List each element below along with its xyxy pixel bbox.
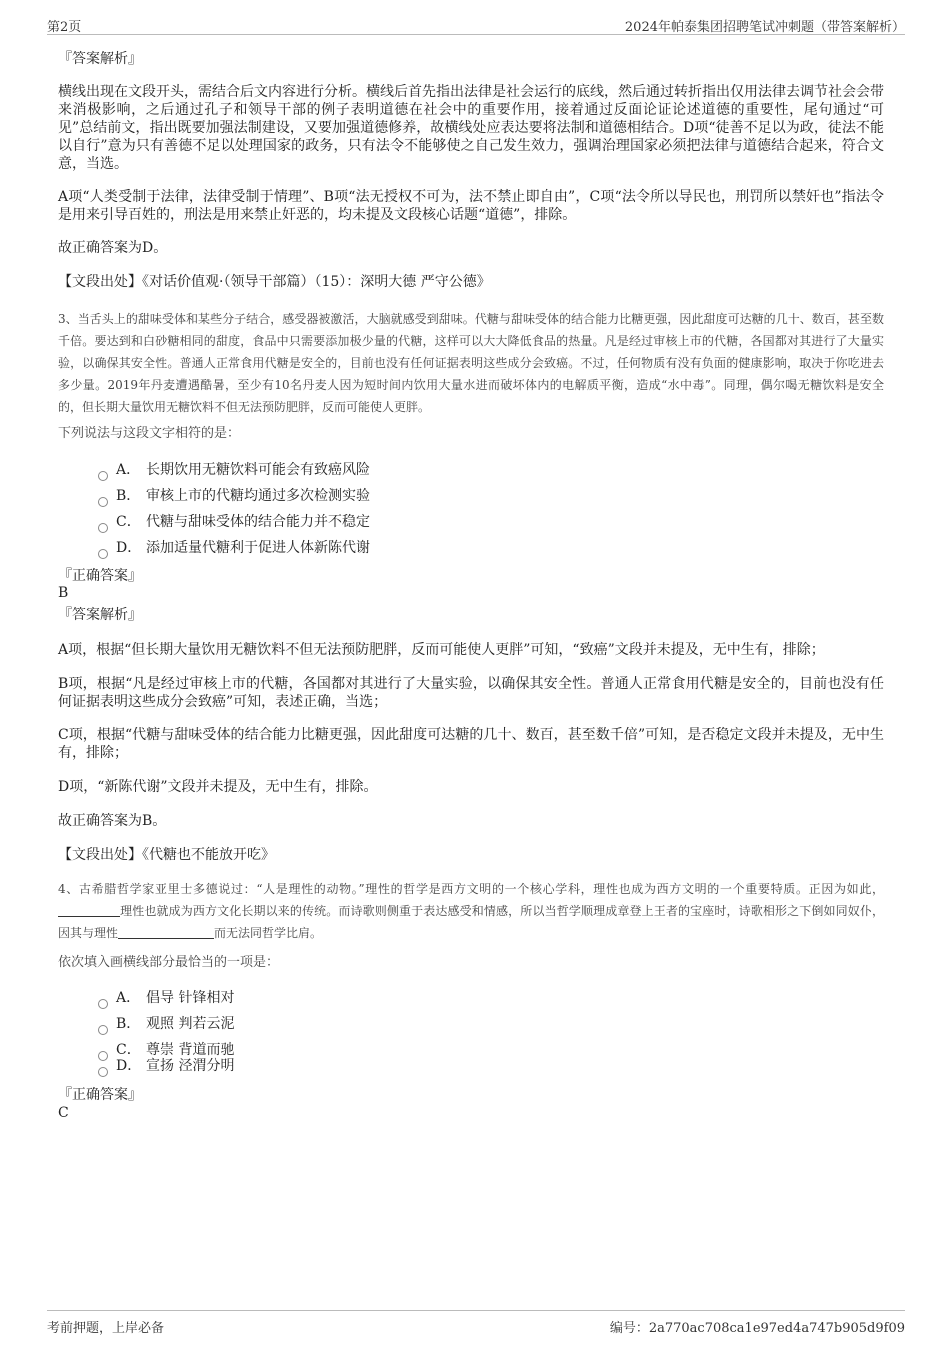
- radio-icon[interactable]: [98, 497, 108, 507]
- page-header: [47, 12, 905, 35]
- q4-answer: C: [58, 1105, 69, 1121]
- q3-option-b[interactable]: B． 审核上市的代糖均通过多次检测实验: [98, 487, 370, 505]
- q3-conclusion: 故正确答案为B。: [58, 813, 167, 829]
- q3-option-a[interactable]: A． 长期饮用无糖饮料可能会有致癌风险: [98, 461, 370, 479]
- q4-option-a[interactable]: A． 倡导 针锋相对: [98, 989, 234, 1007]
- q3-option-d[interactable]: D． 添加适量代糖利于促进人体新陈代谢: [98, 539, 370, 557]
- fill-blank-1[interactable]: [58, 904, 120, 917]
- document-code: 编号：2a770ac708ca1e97ed4a747b905d9f09: [609, 1321, 905, 1336]
- footer-slogan: 考前押题，上岸必备: [47, 1321, 165, 1336]
- q2-analysis-para2: A项“人类受制于法律，法律受制于情理”、B项“法无授权不可为，法不禁止即自由”，C项“法令所以导民也，刑罚所以禁奸也”指法令是用来引导百姓的，刑法是用来禁止奸恶的，均未提及文段核心话题“道德”，排除。: [58, 189, 884, 223]
- q4-answer-label: 『正确答案』: [58, 1087, 142, 1103]
- q3-answer: B: [58, 585, 69, 601]
- q3-option-c[interactable]: C． 代糖与甜味受体的结合能力并不稳定: [98, 513, 370, 531]
- radio-icon[interactable]: [98, 1067, 108, 1077]
- q3-analysis-d: D项，“新陈代谢”文段并未提及，无中生有，排除。: [58, 779, 378, 795]
- q4-stem: 4、古希腊哲学家亚里士多德说过：“人是理性的动物。”理性的哲学是西方文明的一个核心学科，理性也成为西方文明的一个重要特质。正因为如此，理性也就成为西方文化长期以来的传统。而诗歌则侧重于表达感受和情感，所以当哲学顺理成章登上王者的宝座时，诗歌相形之下倒如同奴仆，因其与理性 而无法同哲学比肩。: [58, 882, 884, 940]
- q3-analysis-c: C项，根据“代糖与甜味受体的结合能力比糖更强，因此甜度可达糖的几十、数百，甚至数千倍”可知，是否稳定文段并未提及，无中生有，排除；: [58, 727, 884, 761]
- q4-option-c[interactable]: C． 尊崇 背道而驰: [98, 1041, 234, 1059]
- q2-source: 【文段出处】《对话价值观·（领导干部篇）（15）：深明大德 严守公德》: [58, 274, 491, 290]
- q3-question: 下列说法与这段文字相符的是：: [58, 426, 241, 441]
- q3-analysis-b: B项，根据“凡是经过审核上市的代糖，各国都对其进行了大量实验，以确保其安全性。普通人正常食用代糖是安全的，目前也没有任何证据表明这些成分会致癌”可知，表述正确，当选；: [58, 676, 884, 710]
- q3-analysis-label: 『答案解析』: [58, 607, 142, 623]
- q2-analysis-label: 『答案解析』: [58, 51, 142, 67]
- radio-icon[interactable]: [98, 471, 108, 481]
- q2-analysis-para1: 横线出现在文段开头，需结合后文内容进行分析。横线后首先指出法律是社会运行的底线，然后通过转折指出仅用法律去调节社会会带来消极影响，之后通过孔子和领导干部的例子表明道德在社会中的重要作用，接着通过反面论证论述道德的重要性，尾句通过“可见”总结前文，指出既要加强法制建设，又要加强道德修养，故横线处应表达要将法制和道德相结合。D项“徒善不足以为政，徒法不能以自行”意为只有善德不足以处理国家的政务，只有法令不能够使之自己发生效力，强调治理国家必须把法律与道德结合起来，符合文意，当选。: [58, 84, 884, 172]
- radio-icon[interactable]: [98, 523, 108, 533]
- q4-question: 依次填入画横线部分最恰当的一项是：: [58, 955, 280, 970]
- page-footer: [47, 1310, 905, 1337]
- q3-analysis-a: A项，根据“但长期大量饮用无糖饮料不但无法预防肥胖，反而可能使人更胖”可知，“致癌”文段并未提及，无中生有，排除；: [58, 642, 825, 658]
- q4-option-d[interactable]: D． 宣扬 泾渭分明: [98, 1057, 234, 1075]
- q4-option-b[interactable]: B． 观照 判若云泥: [98, 1015, 234, 1033]
- radio-icon[interactable]: [98, 1025, 108, 1035]
- radio-icon[interactable]: [98, 999, 108, 1009]
- q3-source: 【文段出处】《代糖也不能放开吃》: [58, 847, 275, 863]
- document-title: 2024年帕泰集团招聘笔试冲刺题（带答案解析）: [624, 20, 905, 35]
- q2-conclusion: 故正确答案为D。: [58, 240, 168, 256]
- page-number: 第2页: [47, 20, 82, 35]
- q3-answer-label: 『正确答案』: [58, 568, 142, 584]
- fill-blank-2[interactable]: [118, 926, 214, 939]
- radio-icon[interactable]: [98, 549, 108, 559]
- q3-stem: 3、当舌头上的甜味受体和某些分子结合，感受器被激活，大脑就感受到甜味。代糖与甜味受体的结合能力比糖更强，因此甜度可达糖的几十、数百，甚至数千倍。要达到和白砂糖相同的甜度，食品中只需要添加极少量的代糖，这样可以大大降低食品的热量。凡是经过审核上市的代糖，各国都对其进行了大量实验，以确保其安全性。普通人正常食用代糖是安全的，目前也没有任何证据表明这些成分会致癌。不过，任何物质有没有负面的健康影响，取决于你吃进去多少量。2019年丹麦遭遇酷暑，至少有10名丹麦人因为短时间内饮用大量水进而破坏体内的电解质平衡，造成“水中毒”。同理，偶尔喝无糖饮料是安全的，但长期大量饮用无糖饮料不但无法预防肥胖，反而可能使人更胖。: [58, 312, 884, 414]
